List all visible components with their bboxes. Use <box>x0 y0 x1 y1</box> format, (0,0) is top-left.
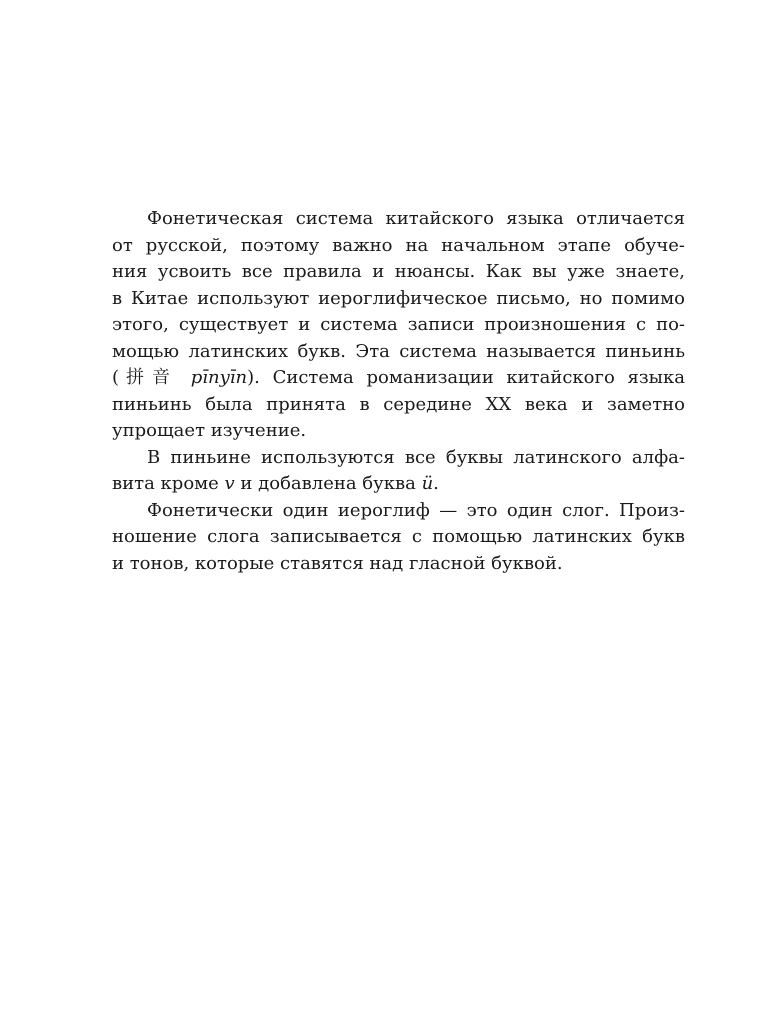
paragraph-1-line-7-rest: ). Система романизации китайского языка <box>247 367 685 388</box>
paragraph-2-line-2-middle: и добавлена буква <box>234 473 422 494</box>
paragraph-1-line-9: упрощает изучение. <box>112 420 307 441</box>
hanzi-term: 拼音 <box>119 367 179 388</box>
pinyin-term: pīnyīn <box>190 367 248 388</box>
paragraph-2-line-1: В пиньине используются все буквы латинского алфа- <box>147 446 685 468</box>
paragraph-2-line-2-after: . <box>433 473 439 494</box>
paragraph-1-line-6: мощью латинских букв. Эта система называется пиньинь <box>112 340 685 362</box>
letter-u-umlaut: ü <box>421 473 434 494</box>
paragraph-2-line-2-before: вита кроме <box>112 473 225 494</box>
paragraph-1-line-2: от русской, поэтому важно на начальном этапе обуче- <box>112 234 685 256</box>
paragraph-1-line-4: в Китае используют иероглифическое письмо, но помимо <box>112 287 685 309</box>
paragraph-3-line-1: Фонетически один иероглиф — это один слог. Произ- <box>147 499 685 521</box>
paragraph-2-line-2 <box>112 471 685 498</box>
paragraph-1-line-1: Фонетическая система китайского языка отличается <box>147 208 685 229</box>
paragraph-1-line-5: этого, существует и система записи произношения с по- <box>112 314 685 335</box>
paragraph-3-line-3: и тонов, которые ставятся над гласной буквой. <box>112 552 563 574</box>
paragraph-1-line-3: ния усвоить все правила и нюансы. Как вы уже знаете, <box>112 261 685 282</box>
paragraph-1-line-7 <box>112 365 685 392</box>
paragraph-1-line-8: пиньинь была принята в середине XX века и заметно <box>112 393 685 415</box>
open-paren: ( <box>112 367 120 388</box>
paragraph-3-line-2: ношение слога записывается с помощью латинских букв <box>112 526 685 547</box>
body-text <box>112 206 685 577</box>
letter-v: v <box>224 473 235 494</box>
